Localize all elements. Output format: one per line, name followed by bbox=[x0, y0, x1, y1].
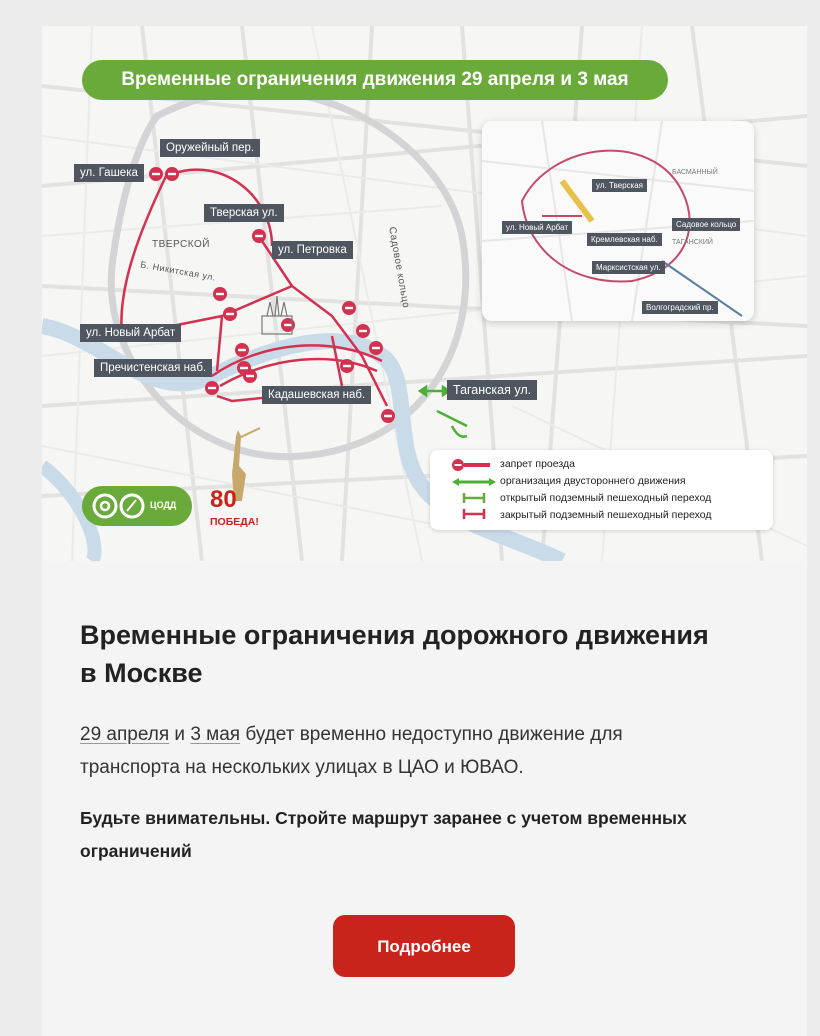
area-tverskoy: ТВЕРСКОЙ bbox=[152, 239, 210, 250]
label-taganskaya: Таганская ул. bbox=[447, 380, 537, 400]
article-paragraph bbox=[80, 718, 720, 784]
label-petrovka: ул. Петровка bbox=[272, 241, 353, 259]
label-tverskaya: Тверская ул. bbox=[204, 204, 284, 222]
traffic-map[interactable] bbox=[42, 26, 807, 561]
pobeda-number: 80 bbox=[210, 486, 237, 513]
legend-closed-crossing: закрытый подземный пешеходный переход bbox=[500, 509, 712, 521]
inset-label-sadovoe: Садовое кольцо bbox=[672, 218, 740, 231]
codd-label: ЦОДД bbox=[150, 500, 177, 510]
conjunction: и bbox=[169, 724, 191, 745]
codd-badge bbox=[82, 486, 192, 526]
legend-two-way: организация двустороннего движения bbox=[500, 475, 686, 487]
article-title: Временные ограничения дорожного движения в Москве bbox=[80, 620, 709, 688]
label-kadashevskaya: Кадашевская наб. bbox=[262, 386, 371, 404]
inset-label-volgogradsky: Волгоградский пр. bbox=[642, 301, 718, 314]
inset-area-tagansky: ТАГАНСКИЙ bbox=[672, 239, 713, 246]
inset-area-basmanny: БАСМАННЫЙ bbox=[672, 169, 718, 176]
label-oruzheyny: Оружейный пер. bbox=[160, 139, 260, 157]
inset-label-kremlevskaya: Кремлевская наб. bbox=[587, 233, 662, 246]
article-note: Будьте внимательны. Стройте маршрут заранее с учетом временных ограничений bbox=[80, 808, 687, 861]
date-link-april-29[interactable]: 29 апреля bbox=[80, 724, 170, 745]
paragraph-rest: будет временно недоступно движение для транспорта на нескольких улицах в ЦАО и ЮВАО. bbox=[80, 724, 623, 778]
label-gasheka: ул. Гашека bbox=[74, 164, 144, 182]
victory-80-logo bbox=[208, 426, 268, 538]
pobeda-word: ПОБЕДА! bbox=[210, 516, 259, 528]
map-banner: Временные ограничения движения 29 апреля и 3 мая bbox=[82, 60, 668, 100]
inset-label-tverskaya: ул. Тверская bbox=[592, 179, 647, 192]
area-nikitskaya: Б. Никитская ул. bbox=[139, 259, 217, 283]
label-novy-arbat: ул. Новый Арбат bbox=[80, 324, 181, 342]
inset-map[interactable] bbox=[482, 121, 754, 321]
inset-label-marksistskaya: Марксистская ул. bbox=[592, 261, 665, 274]
map-legend bbox=[430, 450, 773, 530]
inset-label-novy-arbat: ул. Новый Арбат bbox=[502, 221, 572, 234]
label-prechistenskaya: Пречистенская наб. bbox=[94, 359, 212, 377]
area-sadovoe: Садовое кольцо bbox=[386, 226, 412, 310]
newsletter-card bbox=[42, 26, 807, 1036]
article-body bbox=[80, 616, 720, 868]
codd-logo-icon bbox=[90, 486, 150, 526]
date-link-may-3[interactable]: 3 мая bbox=[190, 724, 241, 745]
legend-no-entry: запрет проезда bbox=[500, 458, 575, 470]
legend-open-crossing: открытый подземный пешеходный переход bbox=[500, 492, 712, 504]
more-details-button[interactable]: Подробнее bbox=[333, 915, 515, 977]
